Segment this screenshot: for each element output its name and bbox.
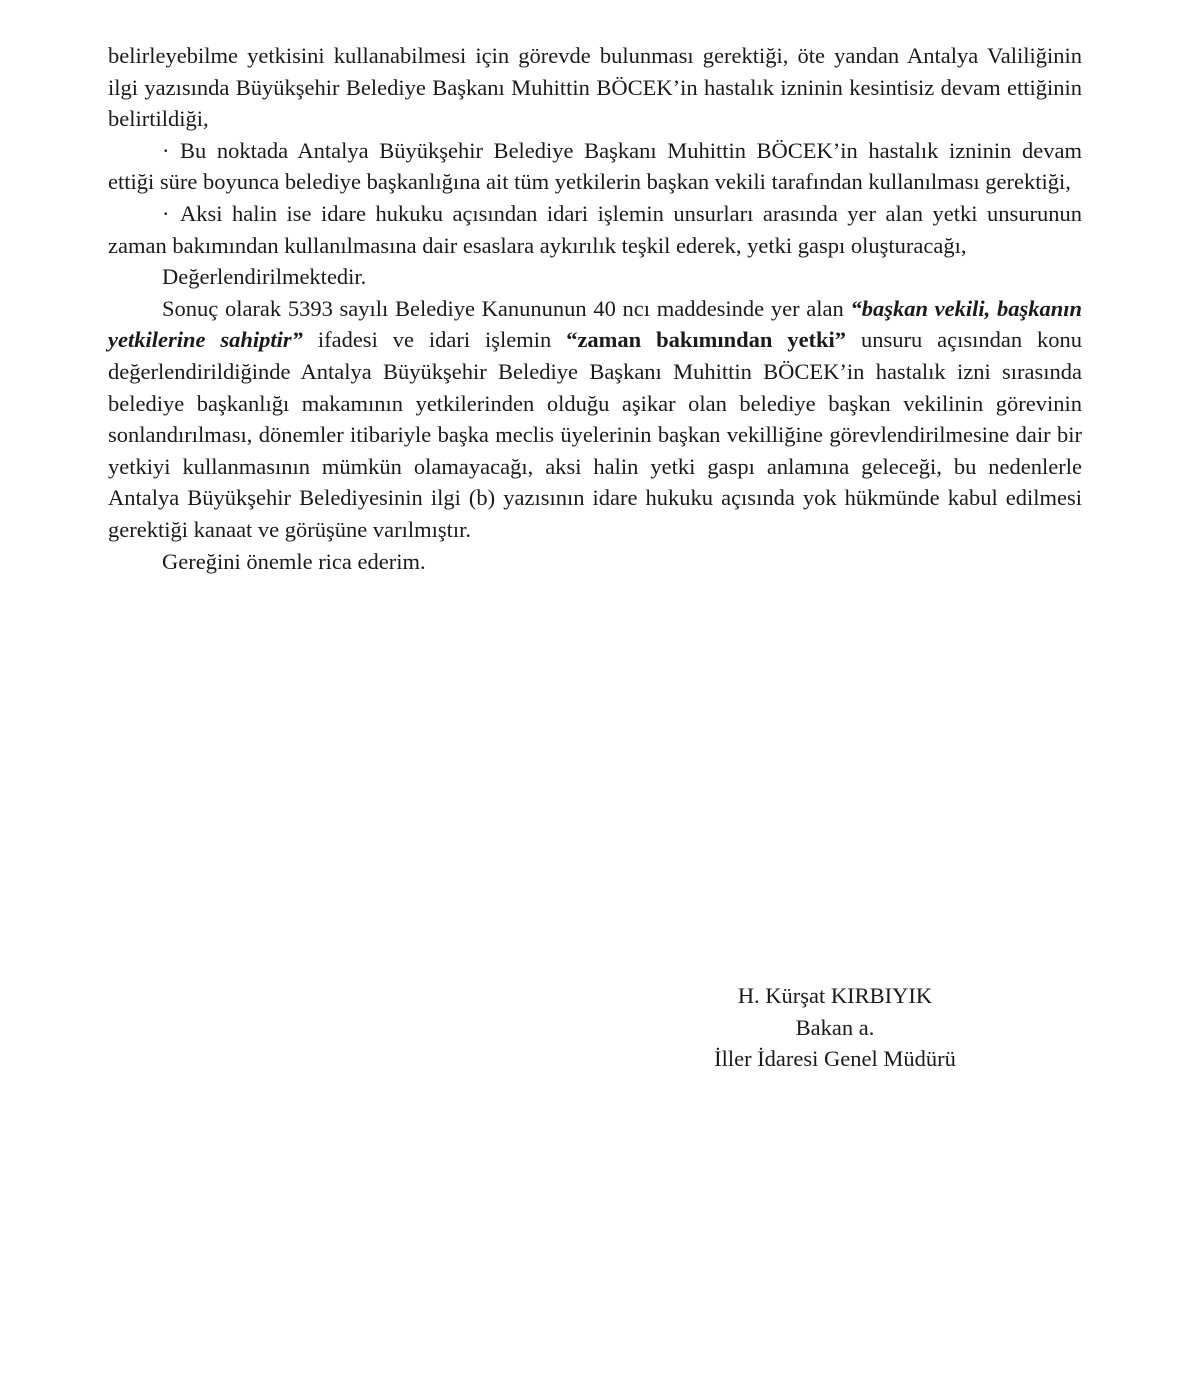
paragraph-text: Aksi halin ise idare hukuku açısından idari işlemin unsurları arasında yer alan yetki unsurunun zaman bakımından kullanılmasına dair esaslara aykırılık teşkil ederek, yetki gaspı oluşturacağı, [108,200,1082,258]
paragraph-conclusion [108,293,1082,546]
signatory-title: İller İdaresi Genel Müdürü [714,1046,956,1072]
letter-body [108,40,1082,577]
bullet-mark: · [162,137,170,163]
conclusion-text-c: unsuru açısından konu değerlendirildiğinde Antalya Büyükşehir Belediye Başkanı Muhittin BÖCEK’in hastalık izni sırasında belediye başkanlığı makamının yetkilerinden olduğu aşikar olan belediye başkan vekilinin görevinin sonlandırılması, dönemler itibariyle başka meclis üyelerinin başkan vekilliğine görevlendirilmesine dair bir yetkiyi kullanmasının mümkün olamayacağı, aksi halin yetki gaspı anlamına geleceği, bu nedenlerle Antalya Büyükşehir Belediyesinin ilgi (b) yazısının idare hukuku açısında yok hükmünde kabul edilmesi gerektiği kanaat ve görüşüne varılmıştır. [108,327,1083,542]
quote-deputy-authority: “başkan vekili, başkanın yetkilerine sahiptir” [108,295,1083,353]
paragraph-text: Bu noktada Antalya Büyükşehir Belediye Başkanı Muhittin BÖCEK’in hastalık izninin devam ettiği süre boyunca belediye başkanlığına ait tüm yetkilerin başkan vekili tarafından kullanılması gerektiği, [108,137,1082,195]
quote-temporal-authority: “zaman bakımından yetki” [566,327,847,353]
signatory-on-behalf: Bakan a. [795,1014,875,1040]
signature-block [690,980,980,1075]
signatory-name: H. Kürşat KIRBIYIK [737,983,933,1008]
conclusion-text-b: ifadesi ve idari işlemin [317,327,552,353]
paragraph-bullet-authority-usurpation [108,198,1082,261]
conclusion-text-a: Sonuç olarak 5393 sayılı Belediye Kanununun 40 ncı maddesinde yer alan [162,295,844,321]
paragraph-closing: Gereğini önemle rica ederim. [162,548,426,574]
paragraph-assessment: Değerlendirilmektedir. [162,264,367,290]
paragraph-bullet-illness-leave [108,135,1082,198]
bullet-mark: · [162,200,170,226]
paragraph-continuation: belirleyebilme yetkisini kullanabilmesi için görevde bulunması gerektiği, öte yandan Antalya Valiliğinin ilgi yazısında Büyükşehir Belediye Başkanı Muhittin BÖCEK’in hastalık izninin kesintisiz devam ettiğinin belirtildiği, [108,43,1082,132]
